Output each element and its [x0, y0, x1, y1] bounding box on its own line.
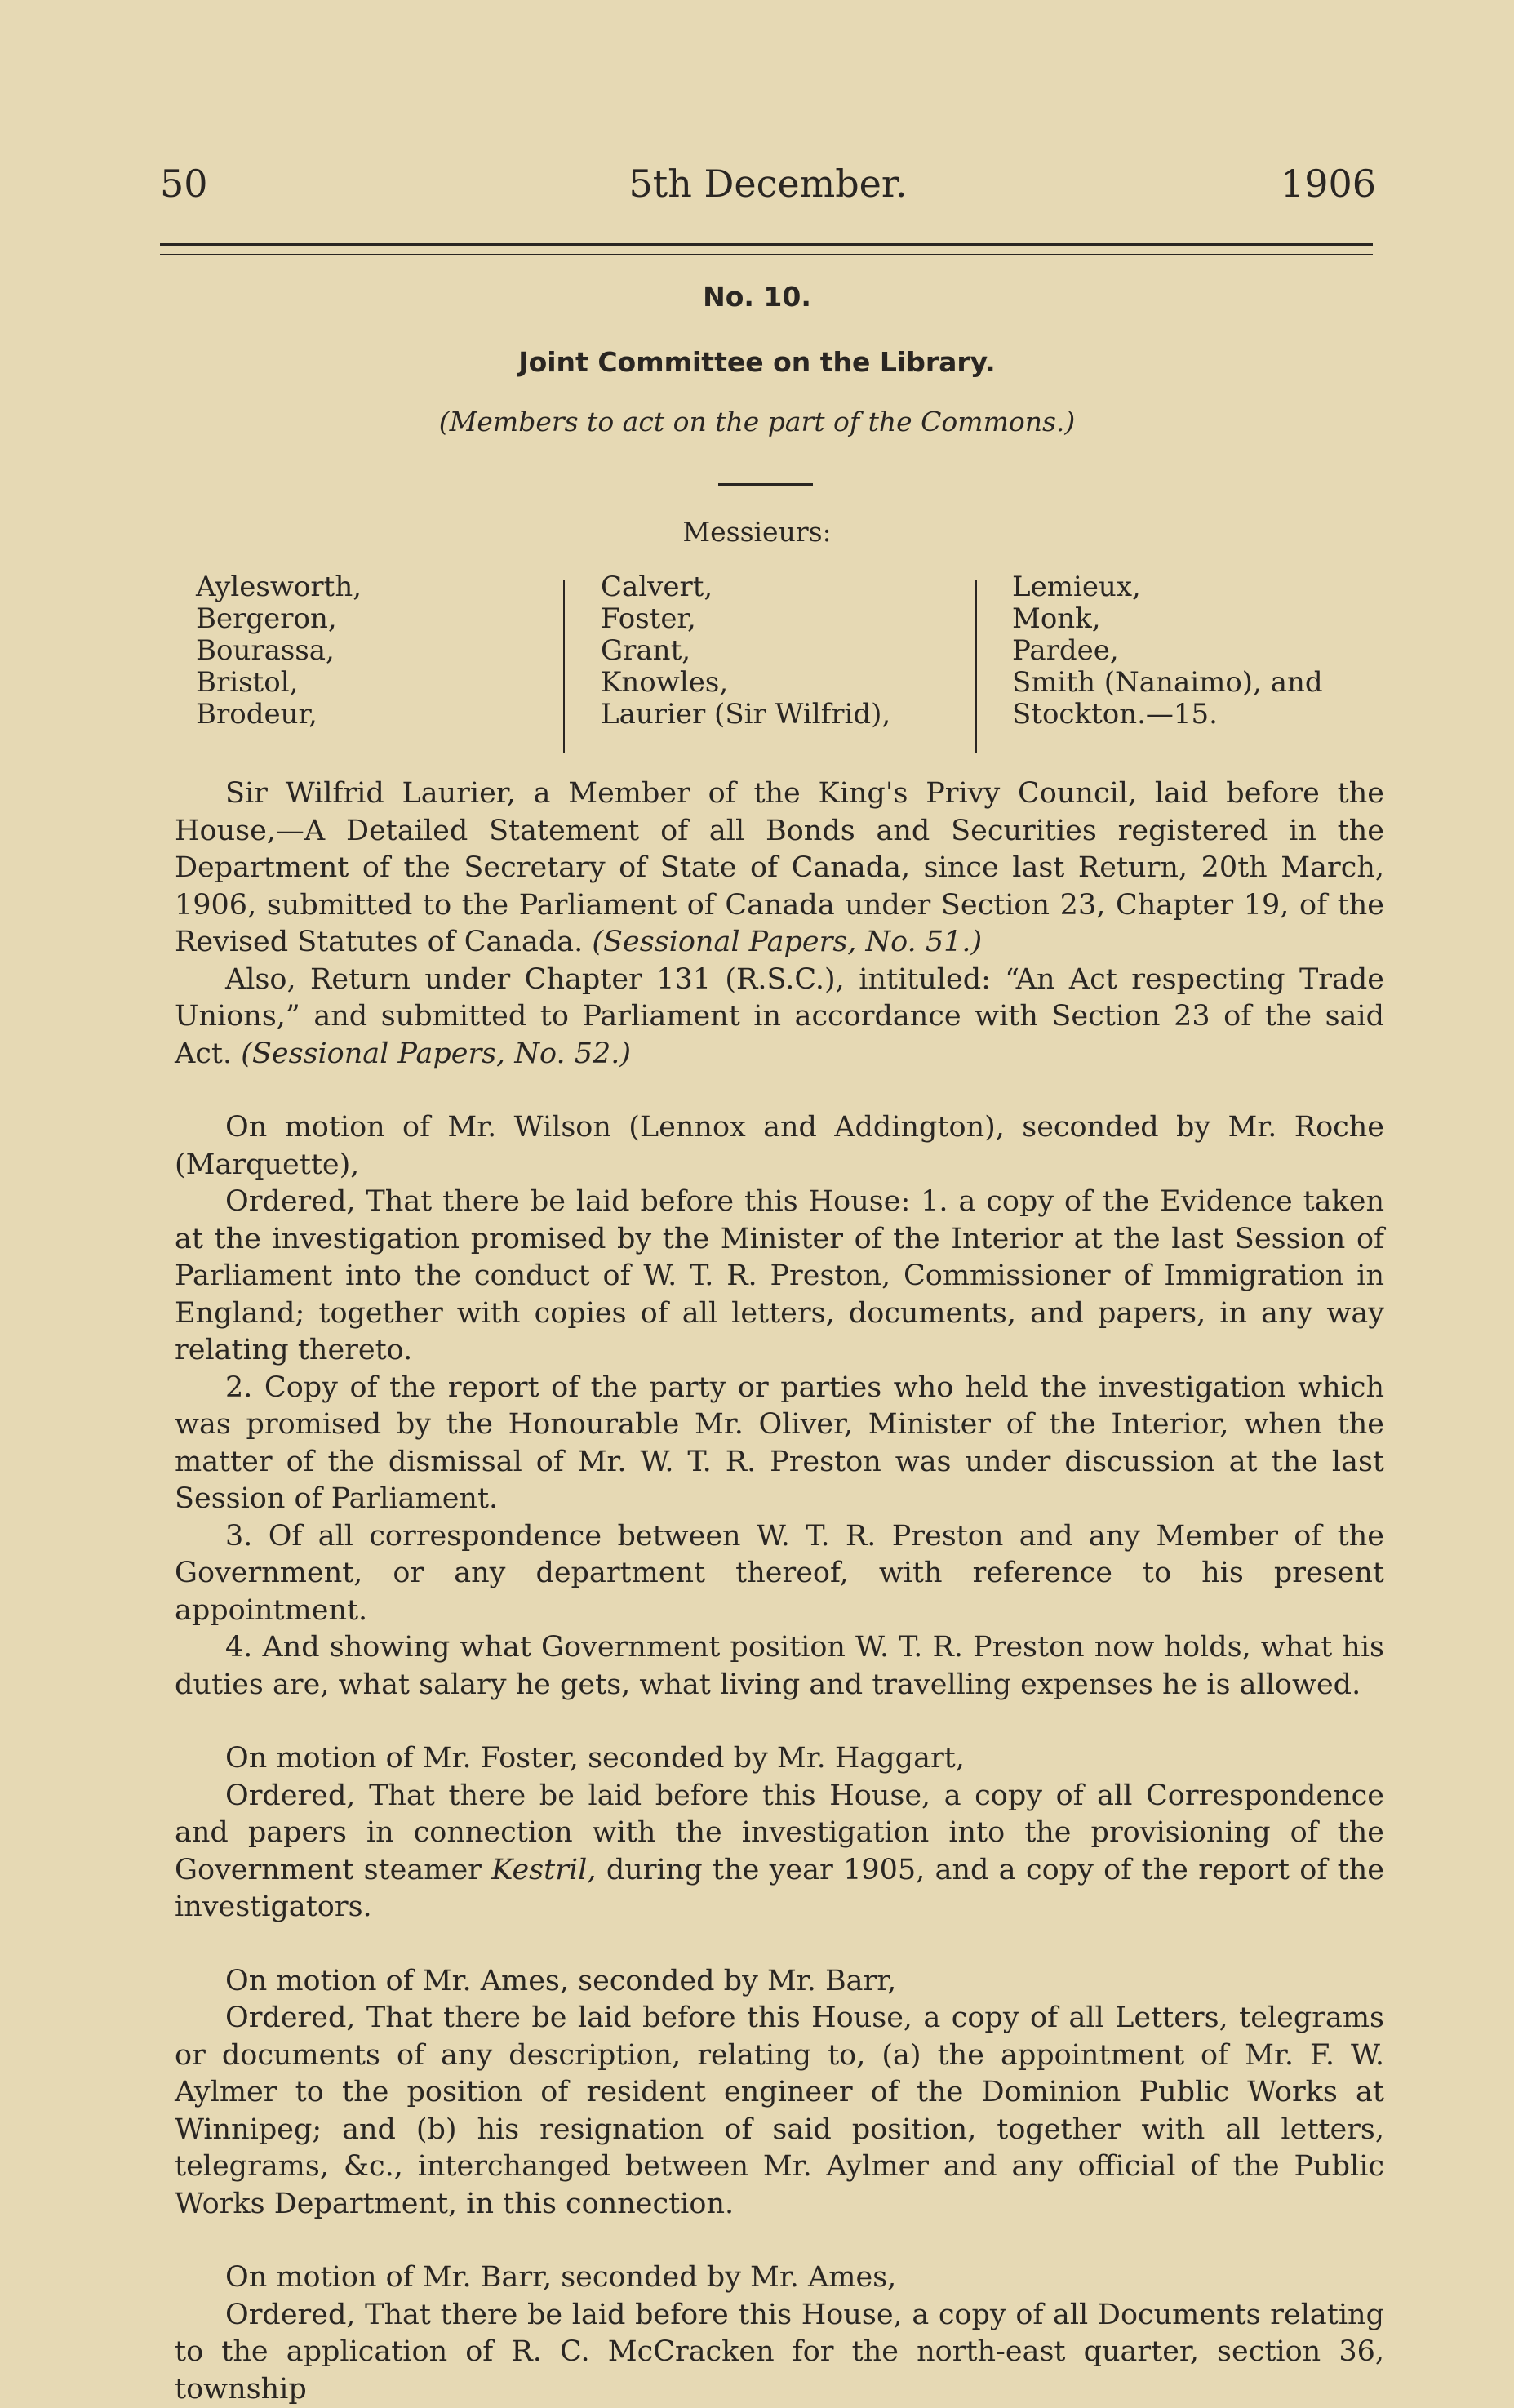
member-name: Grant, [601, 635, 890, 667]
header-year: 1906 [1281, 162, 1376, 206]
members-column-2 [601, 571, 890, 731]
paragraph-order-1: Ordered, That there be laid before this House: 1. a copy of the Evidence taken at the investigation promised by the Minister of the Interior at the last Session of Parliament into the conduct of W. T. R. Preston, Commissioner of Immigration in England; together with copies of all letters, documents, and papers, in any way relating thereto. [175, 1184, 1384, 1370]
column-divider [563, 580, 565, 753]
member-name: Monk, [1012, 603, 1323, 635]
page-number: 50 [160, 162, 208, 206]
member-name: Bergeron, [196, 603, 362, 635]
member-name: Knowles, [601, 667, 890, 699]
paragraph-motion-ames: On motion of Mr. Ames, seconded by Mr. Barr, [175, 1963, 1384, 2001]
member-name: Stockton.—15. [1012, 699, 1323, 731]
member-name: Brodeur, [196, 699, 362, 731]
section-number: No. 10. [0, 281, 1514, 313]
member-name: Bourassa, [196, 635, 362, 667]
header-double-rule [160, 243, 1373, 255]
paragraph-bonds-statement: Sir Wilfrid Laurier, a Member of the King's Privy Council, laid before the House,—A Detailed Statement of all Bonds and Securities registered in the Department of the Secretary of State of Canada, since last Return, 20th March, 1906, submitted to the Parliament of Canada under Section 23, Chapter 19, of the Revised Statutes of Canada. (Sessional Papers, No. 51.) [175, 775, 1384, 962]
column-divider [975, 580, 977, 753]
member-name: Lemieux, [1012, 571, 1323, 603]
paragraph-order-aylmer: Ordered, That there be laid before this House, a copy of all Letters, telegrams or documents of any description, relating to, (a) the appointment of Mr. F. W. Aylmer to the position of resident engineer of the Dominion Public Works at Winnipeg; and (b) his resignation of said position, together with all letters, telegrams, &c., interchanged between Mr. Aylmer and any official of the Public Works Department, in this connection. [175, 2000, 1384, 2223]
section-title: Joint Committee on the Library. [0, 346, 1514, 378]
short-rule [718, 483, 813, 486]
paragraph-motion-wilson: On motion of Mr. Wilson (Lennox and Addington), seconded by Mr. Roche (Marquette), [175, 1109, 1384, 1184]
members-list [196, 571, 1387, 759]
running-head [160, 162, 1376, 211]
paragraph-order-2: 2. Copy of the report of the party or parties who held the investigation which was promised by the Honourable Mr. Oliver, Minister of the Interior, when the matter of the dismissal of Mr. W. T. R. Preston was under discussion at the last Session of Parliament. [175, 1370, 1384, 1518]
member-name: Aylesworth, [196, 571, 362, 603]
paragraph-motion-barr: On motion of Mr. Barr, seconded by Mr. Ames, [175, 2259, 1384, 2297]
members-column-1 [196, 571, 362, 731]
paragraph-motion-foster: On motion of Mr. Foster, seconded by Mr. Haggart, [175, 1740, 1384, 1778]
paragraph-order-4: 4. And showing what Government position W. T. R. Preston now holds, what his duties are, what salary he gets, what living and travelling expenses he is allowed. [175, 1629, 1384, 1704]
member-name: Laurier (Sir Wilfrid), [601, 699, 890, 731]
members-heading: Messieurs: [0, 516, 1514, 548]
paragraph-trade-unions-return: Also, Return under Chapter 131 (R.S.C.), intituled: “An Act respecting Trade Unions,” and submitted to Parliament in accordance with Section 23 of the said Act. (Sessional Papers, No. 52.) [175, 962, 1384, 1073]
paragraph-order-3: 3. Of all correspondence between W. T. R. Preston and any Member of the Government, or any department thereof, with reference to his present appointment. [175, 1518, 1384, 1630]
member-name: Pardee, [1012, 635, 1323, 667]
header-date: 5th December. [160, 162, 1376, 206]
proceedings-text [175, 775, 1384, 2408]
paragraph-order-mccracken: Ordered, That there be laid before this House, a copy of all Documents relating to the application of R. C. McCracken for the north-east quarter, section 36, township [175, 2297, 1384, 2408]
section-subtitle: (Members to act on the part of the Commons.) [0, 406, 1514, 438]
member-name: Bristol, [196, 667, 362, 699]
member-name: Calvert, [601, 571, 890, 603]
members-column-3 [1012, 571, 1323, 731]
member-name: Smith (Nanaimo), and [1012, 667, 1323, 699]
member-name: Foster, [601, 603, 890, 635]
paragraph-order-kestril: Ordered, That there be laid before this House, a copy of all Correspondence and papers in connection with the investigation into the provisioning of the Government steamer Kestril, during the year 1905, and a copy of the report of the investigators. [175, 1778, 1384, 1926]
